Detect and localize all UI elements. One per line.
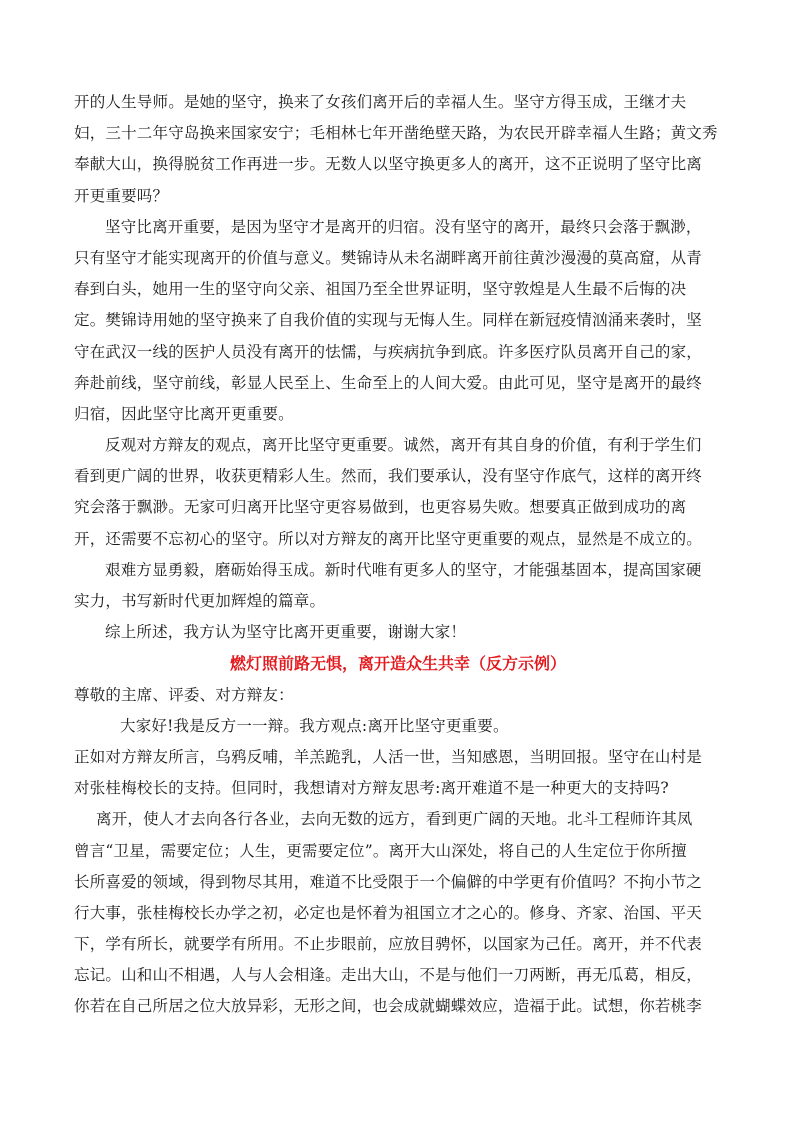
greeting: 大家好!我是反方一一辩。我方观点:离开比坚守更重要。	[120, 716, 509, 735]
paragraph-line: 你若在自己所居之位大放异彩，无形之间，也会成就蝴蝶效应，造福于此。试想，你若桃李	[74, 997, 703, 1016]
paragraph-line: 离开，使人才去向各行各业，去向无数的远方，看到更广阔的天地。北斗工程师许其凤	[96, 810, 693, 829]
paragraph-line: 奔赴前线，坚守前线，彰显人民至上、生命至上的人间大爱。由此可见，坚守是离开的最终	[74, 373, 703, 392]
section-heading: 燃灯照前路无惧，离开造众生共幸（反方示例）	[229, 654, 566, 674]
paragraph-line: 开，还需要不忘初心的坚守。所以对方辩友的离开比坚守更重要的观点，显然是不成立的。	[74, 529, 703, 548]
paragraph-line: 行大事，张桂梅校长办学之初，必定也是怀着为祖国立才之心的。修身、齐家、治国、平天	[74, 903, 703, 922]
paragraph-line: 只有坚守才能实现离开的价值与意义。樊锦诗从未名湖畔离开前往黄沙漫漫的莫高窟，从青	[74, 248, 703, 267]
paragraph-line: 下，学有所长，就要学有所用。不止步眼前，应放目骋怀，以国家为己任。离开，并不代表	[74, 935, 703, 954]
paragraph-line: 艰难方显勇毅，磨砺始得玉成。新时代唯有更多人的坚守，才能强基固本，提高国家硬	[105, 560, 702, 579]
paragraph-line: 开更重要吗？	[74, 186, 169, 205]
paragraph-line: 奉献大山，换得脱贫工作再进一步。无数人以坚守换更多人的离开，这不正说明了坚守比离	[74, 155, 703, 174]
paragraph-line: 定。樊锦诗用她的坚守换来了自我价值的实现与无悔人生。同样在新冠疫情汹涌来袭时，坚	[74, 311, 703, 330]
paragraph-line: 究会落于飘渺。无家可归离开比坚守更容易做到，也更容易失败。想要真正做到成功的离	[74, 498, 687, 517]
paragraph-line: 归宿，因此坚守比离开更重要。	[74, 404, 294, 423]
paragraph-line: 开的人生导师。是她的坚守，换来了女孩们离开后的幸福人生。坚守方得玉成，王继才夫	[74, 93, 687, 111]
paragraph-line: 春到白头，她用一生的坚守向父亲、祖国乃至全世界证明，坚守敦煌是人生最不后悔的决	[74, 280, 687, 299]
paragraph-line: 对张桂梅校长的支持。但同时，我想请对方辩友思考:离开难道不是一种更大的支持吗?	[74, 779, 669, 798]
paragraph-line: 守在武汉一线的医护人员没有离开的怯懦，与疾病抗争到底。许多医疗队员离开自己的家，	[74, 342, 703, 361]
paragraph-line: 反观对方辩友的观点，离开比坚守更重要。诚然，离开有其自身的价值，有利于学生们	[105, 436, 702, 455]
paragraph-line: 实力，书写新时代更加辉煌的篇章。	[74, 592, 326, 610]
document-page	[74, 87, 722, 1023]
paragraph-line: 看到更广阔的世界，收获更精彩人生。然而，我们要承认，没有坚守作底气，这样的离开终	[74, 467, 703, 486]
paragraph-line: 妇，三十二年守岛换来国家安宁；毛相林七年开凿绝壁天路，为农民开辟幸福人生路；黄文秀	[74, 124, 718, 143]
paragraph-line: 长所喜爱的领域，得到物尽其用，难道不比受限于一个偏僻的中学更有价值吗？不拘小节之	[74, 872, 703, 891]
paragraph-line: 坚守比离开重要，是因为坚守才是离开的归宿。没有坚守的离开，最终只会落于飘渺，	[105, 217, 702, 236]
salutation: 尊敬的主席、评委、对方辩友：	[74, 685, 294, 704]
paragraph-line: 综上所述，我方认为坚守比离开更重要，谢谢大家！	[105, 623, 467, 642]
paragraph-line: 曾言“卫星，需要定位；人生，更需要定位”。离开大山深处，将自己的人生定位于你所擅	[74, 841, 687, 860]
paragraph-line: 忘记。山和山不相遇，人与人会相逢。走出大山，不是与他们一刀两断，再无瓜葛，相反，	[74, 966, 703, 985]
paragraph-line: 正如对方辩友所言，乌鸦反哺，羊羔跪乳，人活一世，当知感恩，当明回报。坚守在山村是	[74, 747, 703, 766]
